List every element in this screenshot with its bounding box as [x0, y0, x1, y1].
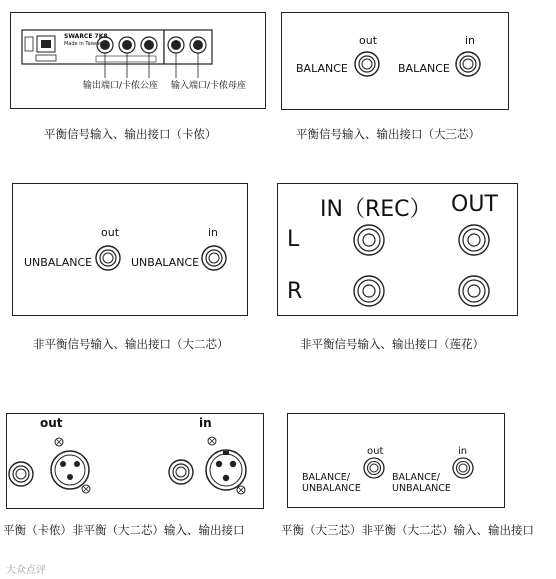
combo-right-label-line1: BALANCE/ — [392, 472, 440, 483]
caption-xlr-balanced: 平衡信号输入、输出接口（卡侬） — [44, 127, 217, 141]
combo-trs-out-label: out — [367, 446, 384, 457]
ts-out-label: out — [101, 226, 120, 239]
combo-xlr-in-label: in — [199, 416, 212, 430]
trs-in-label: in — [465, 34, 476, 47]
caption-trs-ts-combo: 平衡（大三芯）非平衡（大二芯）输入、输出接口 — [281, 523, 534, 537]
combo-trs-in-jack-icon — [453, 458, 473, 478]
combo-right-label-line2: UNBALANCE — [392, 483, 451, 494]
combo-trs-in-label: in — [458, 446, 468, 457]
trs-out-label: out — [359, 34, 378, 47]
combo-left-label-line2: UNBALANCE — [302, 483, 361, 494]
combo-xlr-out-label: out — [40, 416, 63, 430]
device-origin-text: Made in Taiwan — [64, 41, 103, 47]
ts-left-unbalance-label: UNBALANCE — [24, 256, 93, 269]
caption-ts-unbalanced: 非平衡信号输入、输出接口（大二芯） — [33, 337, 229, 351]
combo-trs-out-jack-icon — [364, 458, 384, 478]
rca-row-r-label: R — [287, 279, 303, 304]
trs-right-balance-label: BALANCE — [398, 62, 450, 75]
ts-in-label: in — [208, 226, 219, 239]
xlr-output-label: 输出端口/卡侬公座 — [83, 81, 159, 91]
ts-right-unbalance-label: UNBALANCE — [131, 256, 200, 269]
watermark-logo: 大众点评 — [6, 565, 46, 576]
caption-xlr-ts-combo: 平衡（卡侬）非平衡（大二芯）输入、输出接口 — [3, 523, 245, 537]
rca-row-l-label: L — [287, 227, 300, 252]
caption-rca: 非平衡信号输入、输出接口（莲花） — [300, 337, 484, 351]
caption-trs-balanced: 平衡信号输入、输出接口（大三芯） — [296, 127, 480, 141]
xlr-input-label: 输入端口/卡侬母座 — [171, 81, 247, 91]
combo-left-label-line1: BALANCE/ — [302, 472, 350, 483]
rca-in-rec-label: IN（REC） — [320, 197, 432, 222]
device-brand-text: SWARCE 7K8 — [64, 33, 108, 40]
rca-out-label: OUT — [451, 192, 498, 217]
trs-left-balance-label: BALANCE — [296, 62, 348, 75]
